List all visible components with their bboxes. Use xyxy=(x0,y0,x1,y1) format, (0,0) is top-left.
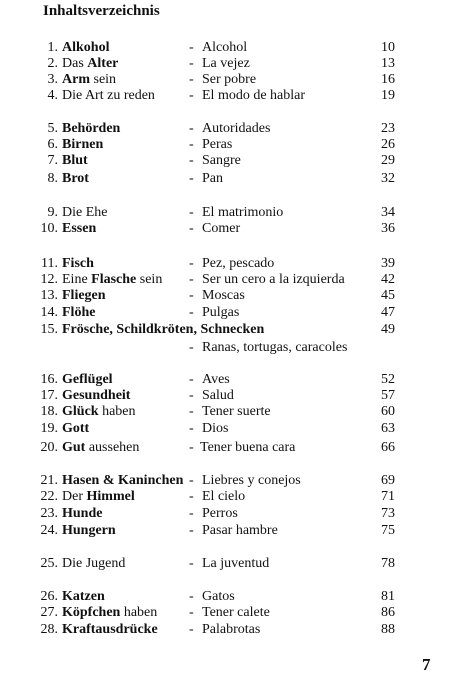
term-text: aussehen xyxy=(85,440,140,455)
entry-number: 16. xyxy=(40,372,58,387)
entry-page-number: 69 xyxy=(381,473,395,488)
entry-number: 18. xyxy=(40,404,58,419)
separator-dash: - xyxy=(189,523,194,538)
term-bold: Behörden xyxy=(62,121,121,136)
entry-spanish-term: La vejez xyxy=(202,56,250,71)
term-text: haben xyxy=(120,605,158,620)
separator-dash: - xyxy=(189,272,194,287)
toc-entry xyxy=(0,622,451,638)
entry-german-term xyxy=(62,622,158,638)
entry-page-number: 19 xyxy=(381,88,395,103)
entry-spanish-term: Dios xyxy=(202,421,229,436)
toc-entry xyxy=(0,272,451,288)
separator-dash: - xyxy=(189,305,194,320)
toc-entry xyxy=(0,322,451,338)
separator-dash: - xyxy=(189,605,194,620)
entry-page-number: 34 xyxy=(381,205,395,220)
separator-dash: - xyxy=(189,622,194,637)
entry-spanish-term: Aves xyxy=(202,372,230,387)
toc-entry xyxy=(0,340,451,356)
entry-page-number: 16 xyxy=(381,72,395,87)
entry-number: 27. xyxy=(40,605,58,620)
toc-entry xyxy=(0,388,451,404)
entry-page-number: 29 xyxy=(381,153,395,168)
toc-entry xyxy=(0,506,451,522)
separator-dash: - xyxy=(189,421,194,436)
entry-page-number: 73 xyxy=(381,506,395,521)
entry-page-number: 60 xyxy=(381,404,395,419)
term-text: Eine xyxy=(62,272,92,287)
entry-german-term xyxy=(62,153,88,169)
term-bold: Köpfchen xyxy=(62,605,121,620)
toc-entry xyxy=(0,372,451,388)
entry-german-term xyxy=(62,589,105,605)
entry-number: 10. xyxy=(40,221,58,236)
entry-spanish-term: La juventud xyxy=(202,556,270,571)
entry-german-term xyxy=(62,440,139,456)
separator-dash: - xyxy=(189,171,194,186)
entry-spanish-term: Peras xyxy=(202,137,233,152)
entry-spanish-term: El cielo xyxy=(202,489,246,504)
term-bold: Fliegen xyxy=(62,288,106,303)
separator-dash: - xyxy=(189,40,194,55)
term-text: Die Jugend xyxy=(62,556,126,571)
entry-number: 19. xyxy=(40,421,58,436)
entry-german-term xyxy=(62,56,118,72)
entry-spanish-term: Alcohol xyxy=(202,40,248,55)
term-bold: Geflügel xyxy=(62,372,113,387)
toc-entry xyxy=(0,404,451,420)
term-text: sein xyxy=(90,72,117,87)
entry-page-number: 45 xyxy=(381,288,395,303)
term-bold: Arm xyxy=(62,72,90,87)
term-bold: Hasen & Kaninchen xyxy=(62,473,184,488)
separator-dash: - xyxy=(189,473,194,488)
entry-german-term xyxy=(62,605,157,621)
separator-dash: - xyxy=(189,72,194,87)
entry-number: 28. xyxy=(40,622,58,637)
entry-page-number: 47 xyxy=(381,305,395,320)
term-text: Die Art zu reden xyxy=(62,88,155,103)
toc-entry xyxy=(0,288,451,304)
entry-number: 24. xyxy=(40,523,58,538)
entry-german-term xyxy=(62,221,96,237)
term-bold: Flöhe xyxy=(62,305,96,320)
entry-number: 3. xyxy=(47,72,58,87)
term-bold: Glück xyxy=(62,404,99,419)
term-bold: Blut xyxy=(62,153,88,168)
entry-page-number: 23 xyxy=(381,121,395,136)
separator-dash: - xyxy=(189,340,194,355)
entry-spanish-term: Comer xyxy=(202,221,241,236)
separator-dash: - xyxy=(189,556,194,571)
toc-entry xyxy=(0,137,451,153)
toc-entry xyxy=(0,121,451,137)
entry-page-number: 10 xyxy=(381,40,395,55)
separator-dash: - xyxy=(189,489,194,504)
separator-dash: - xyxy=(189,221,194,236)
entry-spanish-term: Ranas, tortugas, caracoles xyxy=(202,340,348,355)
term-text: Der xyxy=(62,489,87,504)
entry-spanish-term: Gatos xyxy=(202,589,235,604)
entry-german-term xyxy=(62,256,94,272)
entry-number: 14. xyxy=(40,305,58,320)
entry-german-term xyxy=(62,372,113,388)
term-text: haben xyxy=(98,404,136,419)
entry-page-number: 26 xyxy=(381,137,395,152)
term-bold: Himmel xyxy=(86,489,135,504)
toc-entry xyxy=(0,256,451,272)
toc-entry xyxy=(0,473,451,489)
entry-spanish-term: Sangre xyxy=(202,153,241,168)
term-bold: Essen xyxy=(62,221,97,236)
separator-dash: - xyxy=(189,205,194,220)
separator-dash: - xyxy=(189,372,194,387)
entry-german-term xyxy=(62,421,89,437)
entry-page-number: 49 xyxy=(381,322,395,337)
entry-page-number: 75 xyxy=(381,523,395,538)
term-bold: Frösche, Schildkröten, Schnecken xyxy=(62,322,265,337)
entry-page-number: 86 xyxy=(381,605,395,620)
term-bold: Hunde xyxy=(62,506,103,521)
entry-spanish-term: El modo de hablar xyxy=(202,88,306,103)
entry-spanish-term: Ser pobre xyxy=(202,72,257,87)
entry-spanish-term: Pez, pescado xyxy=(202,256,275,271)
toc-entry xyxy=(0,153,451,169)
separator-dash: - xyxy=(189,404,194,419)
entry-german-term xyxy=(62,473,183,489)
entry-number: 25. xyxy=(40,556,58,571)
page-number: 7 xyxy=(422,655,431,674)
entry-page-number: 13 xyxy=(381,56,395,71)
entry-spanish-term: Tener calete xyxy=(202,605,270,620)
entry-spanish-term: Tener suerte xyxy=(202,404,271,419)
entry-page-number: 57 xyxy=(381,388,395,403)
entry-number: 21. xyxy=(40,473,58,488)
entry-german-term xyxy=(62,88,155,104)
term-bold: Katzen xyxy=(62,589,105,604)
entry-german-term xyxy=(62,205,107,221)
term-text: Die Ehe xyxy=(62,205,108,220)
separator-dash: - xyxy=(189,288,194,303)
entry-spanish-term: Pulgas xyxy=(202,305,240,320)
entry-spanish-term: El matrimonio xyxy=(202,205,284,220)
separator-dash: - xyxy=(189,440,194,455)
entry-number: 26. xyxy=(40,589,58,604)
entry-spanish-term: Perros xyxy=(202,506,238,521)
entry-number: 15. xyxy=(40,322,58,337)
separator-dash: - xyxy=(189,153,194,168)
toc-entry xyxy=(0,605,451,621)
term-text: sein xyxy=(136,272,163,287)
term-bold: Birnen xyxy=(62,137,104,152)
entry-number: 9. xyxy=(47,205,58,220)
entry-page-number: 36 xyxy=(381,221,395,236)
entry-number: 8. xyxy=(47,171,58,186)
toc-entry xyxy=(0,72,451,88)
entry-german-term xyxy=(62,489,135,505)
entry-german-term xyxy=(62,272,162,288)
entry-german-term xyxy=(62,121,120,137)
entry-german-term xyxy=(62,137,103,153)
toc-entry xyxy=(0,305,451,321)
term-bold: Gut xyxy=(62,440,86,455)
term-bold: Alter xyxy=(87,56,119,71)
toc-entry xyxy=(0,40,451,56)
entry-number: 20. xyxy=(40,440,58,455)
toc-entry xyxy=(0,221,451,237)
entry-spanish-term: Salud xyxy=(202,388,234,403)
toc-entry xyxy=(0,523,451,539)
entry-page-number: 32 xyxy=(381,171,395,186)
term-bold: Hungern xyxy=(62,523,116,538)
toc-entry xyxy=(0,171,451,187)
entry-german-term xyxy=(62,305,95,321)
separator-dash: - xyxy=(189,506,194,521)
separator-dash: - xyxy=(189,56,194,71)
entry-spanish-term: Pasar hambre xyxy=(202,523,278,538)
entry-spanish-term: Tener buena cara xyxy=(200,440,296,455)
entry-spanish-term: Pan xyxy=(202,171,223,186)
entry-german-term xyxy=(62,171,89,187)
entry-german-term xyxy=(62,40,109,56)
entry-number: 1. xyxy=(47,40,58,55)
separator-dash: - xyxy=(189,121,194,136)
entry-page-number: 52 xyxy=(381,372,395,387)
entry-spanish-term: Autoridades xyxy=(202,121,271,136)
term-bold: Brot xyxy=(62,171,89,186)
separator-dash: - xyxy=(189,388,194,403)
entry-number: 12. xyxy=(40,272,58,287)
term-bold: Fisch xyxy=(62,256,94,271)
entry-german-term xyxy=(62,288,106,304)
toc-entry xyxy=(0,56,451,72)
term-bold: Alkohol xyxy=(62,40,110,55)
separator-dash: - xyxy=(189,137,194,152)
toc-entry xyxy=(0,556,451,572)
entry-german-term xyxy=(62,72,116,88)
entry-number: 5. xyxy=(47,121,58,136)
entry-page-number: 71 xyxy=(381,489,395,504)
term-bold: Flasche xyxy=(91,272,137,287)
entry-german-term xyxy=(62,322,264,338)
entry-page-number: 63 xyxy=(381,421,395,436)
toc-entry xyxy=(0,489,451,505)
entry-german-term xyxy=(62,523,116,539)
separator-dash: - xyxy=(189,256,194,271)
toc-entry xyxy=(0,88,451,104)
term-bold: Gesundheit xyxy=(62,388,131,403)
toc-entry xyxy=(0,205,451,221)
toc-entry xyxy=(0,440,451,456)
entry-german-term xyxy=(62,506,102,522)
entry-page-number: 78 xyxy=(381,556,395,571)
entry-german-term xyxy=(62,556,125,572)
entry-number: 7. xyxy=(47,153,58,168)
entry-spanish-term: Moscas xyxy=(202,288,245,303)
separator-dash: - xyxy=(189,88,194,103)
entry-number: 13. xyxy=(40,288,58,303)
entry-page-number: 81 xyxy=(381,589,395,604)
entry-number: 4. xyxy=(47,88,58,103)
entry-page-number: 88 xyxy=(381,622,395,637)
entry-number: 6. xyxy=(47,137,58,152)
entry-german-term xyxy=(62,404,136,420)
toc-entry xyxy=(0,589,451,605)
entry-number: 23. xyxy=(40,506,58,521)
page-title: Inhaltsverzeichnis xyxy=(43,3,160,19)
entry-page-number: 66 xyxy=(381,440,395,455)
entry-number: 11. xyxy=(41,256,58,271)
toc-entry xyxy=(0,421,451,437)
entry-spanish-term: Palabrotas xyxy=(202,622,261,637)
entry-number: 22. xyxy=(40,489,58,504)
term-bold: Gott xyxy=(62,421,90,436)
entry-spanish-term: Ser un cero a la izquierda xyxy=(202,272,345,287)
entry-spanish-term: Liebres y conejos xyxy=(202,473,301,488)
entry-german-term xyxy=(62,388,130,404)
entry-number: 2. xyxy=(47,56,58,71)
entry-page-number: 39 xyxy=(381,256,395,271)
separator-dash: - xyxy=(189,589,194,604)
term-bold: Kraftausdrücke xyxy=(62,622,158,637)
entry-number: 17. xyxy=(40,388,58,403)
term-text: Das xyxy=(62,56,88,71)
entry-page-number: 42 xyxy=(381,272,395,287)
